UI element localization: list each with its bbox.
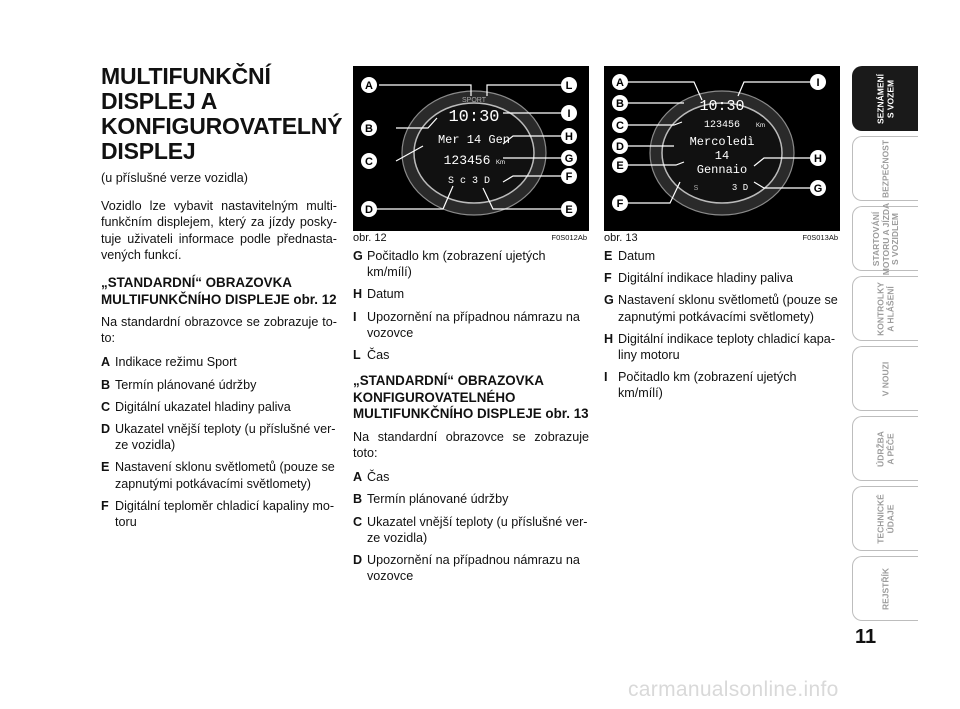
tab-bezpecnost[interactable]: BEZPEČNOST — [852, 136, 918, 201]
day-text: Mercoledì — [689, 135, 755, 149]
figure-12-display — [353, 66, 589, 231]
date-text: Mer 14 Gen — [437, 133, 511, 147]
time-text: 10:30 — [448, 108, 500, 127]
odometer-unit: Km — [496, 160, 505, 166]
page-title: MULTIFUNKČNÍ DISPLEJ A KONFIGUROVATELNÝ DISPLEJ — [101, 63, 343, 164]
figure-12-code: F0S012Ab — [551, 233, 587, 242]
tab-startovani[interactable]: STARTOVÁNÍ MOTORU A JÍZDA S VOZIDLEM — [852, 206, 918, 271]
callout-f: F — [565, 171, 573, 183]
page-number: 11 — [855, 626, 877, 648]
tab-rejstrik[interactable]: REJSTŘÍK — [852, 556, 918, 621]
tab-technicke-udaje[interactable]: TECHNICKÉ ÚDAJE — [852, 486, 918, 551]
figure-13-caption-bar — [604, 231, 840, 245]
callout-a: A — [616, 77, 624, 89]
subtitle: (u příslušné verze vozidla) — [101, 171, 248, 185]
daynum-text: 14 — [714, 149, 730, 163]
callout-g: G — [813, 183, 823, 195]
figure-13-code: F0S013Ab — [802, 233, 838, 242]
callout-i: I — [567, 108, 571, 120]
callout-b: B — [616, 98, 624, 110]
callout-i: I — [816, 77, 820, 89]
list-item: F Digitální indikace hladiny paliva — [604, 271, 794, 286]
odometer-unit: Km — [756, 123, 765, 129]
callout-g: G — [564, 153, 574, 165]
list-item: G Nastavení sklonu světlometů (pouze se zapnutými potkávacími světlomety) — [604, 293, 838, 324]
watermark: carmanualsonline.info — [628, 678, 839, 701]
list-item: E Nastavení sklonu světlometů (pouze se zapnutými potkávacími světlomety) — [101, 460, 335, 491]
list-item: C Ukazatel vnější teploty (u příslušné ver-ze vozidla) — [353, 514, 588, 545]
legend-list — [101, 354, 337, 530]
tab-seznameni[interactable]: SEZNÁMENÍ S VOZEM — [852, 66, 918, 131]
display-illustration-13 — [604, 66, 840, 231]
tab-udrzba[interactable]: ÚDRŽBA A PÉČE — [852, 416, 918, 481]
odometer-text: 123456 — [443, 153, 491, 168]
figure-12-caption: obr. 12 — [353, 232, 387, 244]
list-item: D Ukazatel vnější teploty (u příslušné ver-ze vozidla) — [101, 422, 336, 453]
display-illustration-12 — [353, 66, 589, 231]
intro-paragraph: Vozidlo lze vybavit nastavitelným multi-funkčním displejem, který za jízdy posky-tuje uživateli informace podle přednasta-vených funkcí. — [101, 199, 337, 262]
callout-f: F — [616, 198, 624, 210]
callout-d: D — [616, 141, 624, 153]
chapter-tabs — [852, 66, 918, 626]
section-heading-fig12: „STANDARDNÍ“ OBRAZOVKA MULTIFUNKČNÍHO DISPLEJE obr. 12 — [101, 275, 337, 307]
time-text: 10:30 — [699, 98, 745, 115]
list-item: F Digitální teploměr chladicí kapaliny mo-toru — [101, 498, 335, 530]
list-item: H Digitální indikace teploty chladicí kapa-liny motoru — [604, 331, 836, 363]
bottom-left-text: S — [693, 185, 699, 192]
bottom-right-text: 3 D — [731, 183, 749, 193]
text-column-1 — [101, 63, 343, 536]
callout-e: E — [565, 204, 573, 216]
callout-d: D — [365, 204, 373, 216]
figure-13-caption: obr. 13 — [604, 232, 638, 244]
lead-text: Na standardní obrazovce se zobrazuje toto: — [353, 429, 589, 460]
callout-c: C — [365, 156, 373, 168]
figure-13-display — [604, 66, 840, 231]
callout-c: C — [616, 120, 624, 132]
list-item: B Termín plánované údržby — [353, 492, 509, 507]
month-text: Gennaio — [696, 163, 748, 177]
callout-h: H — [565, 131, 573, 143]
list-item: I Upozornění na případnou námrazu na vozovce — [353, 309, 580, 340]
section-heading-fig13: „STANDARDNÍ“ OBRAZOVKA KONFIGUROVATELNÉHO MULTIFUNKČNÍHO DISPLEJE obr. 13 — [353, 373, 589, 422]
lead-text: Na standardní obrazovce se zobrazuje to-to: — [101, 315, 337, 346]
callout-h: H — [814, 153, 822, 165]
callout-l: L — [565, 80, 573, 92]
tab-kontrolky[interactable]: KONTROLKY A HLÁŠENÍ — [852, 276, 918, 341]
list-item: H Datum — [353, 287, 405, 302]
list-item: C Digitální ukazatel hladiny paliva — [101, 399, 291, 414]
list-item: E Datum — [604, 249, 656, 263]
list-item: G Počitadlo km (zobrazení ujetých km/mílí) — [353, 249, 546, 280]
list-item: L Čas — [353, 348, 390, 363]
bottom-indicators: S c 3 D — [447, 176, 491, 187]
list-item: A Indikace režimu Sport — [101, 355, 237, 370]
callout-e: E — [616, 160, 624, 172]
sport-text: SPORT — [462, 97, 486, 104]
text-column-3 — [604, 248, 840, 408]
tab-v-nouzi[interactable]: V NOUZI — [852, 346, 918, 411]
list-item: D Upozornění na případnou námrazu na vozovce — [353, 552, 580, 584]
text-column-2 — [353, 248, 589, 590]
list-item: I Počitadlo km (zobrazení ujetých km/mílí) — [604, 370, 797, 401]
list-item: A Čas — [353, 470, 390, 485]
callout-a: A — [365, 80, 373, 92]
figure-12-caption-bar — [353, 231, 589, 245]
callout-b: B — [365, 123, 373, 135]
odometer-text: 123456 — [703, 120, 741, 131]
list-item: B Termín plánované údržby — [101, 377, 257, 392]
